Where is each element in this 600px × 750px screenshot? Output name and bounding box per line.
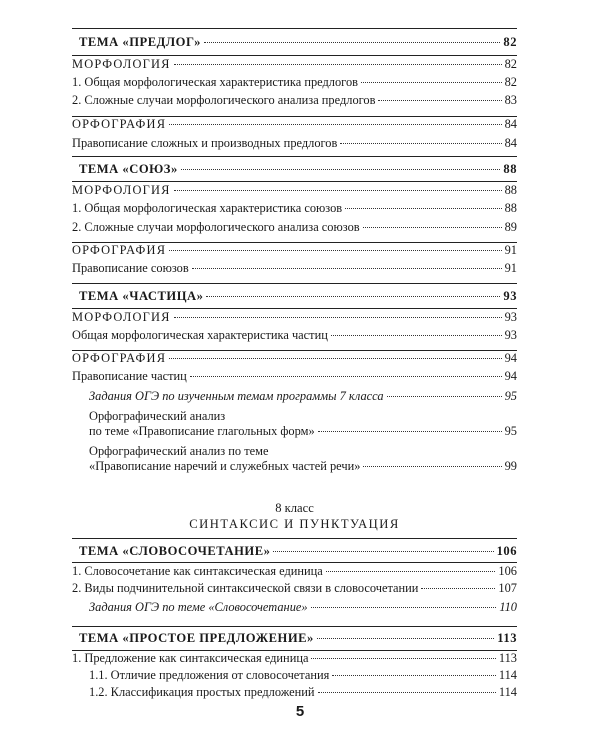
dot-leader [326, 571, 496, 572]
toc-entry[interactable] [72, 328, 517, 343]
toc-entry-page: 93 [503, 289, 517, 303]
dot-leader [421, 588, 495, 589]
toc-entry[interactable] [72, 651, 517, 666]
toc-entry-label: 1. Словосочетание как синтаксическая единица [72, 564, 323, 578]
toc-entry[interactable] [72, 261, 517, 276]
toc-entry[interactable] [72, 581, 517, 596]
toc-entry-page: 89 [504, 220, 517, 234]
dot-leader [318, 692, 496, 693]
toc-entry-label: Орфографический анализ [89, 409, 226, 423]
toc-entry[interactable] [72, 93, 517, 108]
dot-leader [311, 658, 495, 659]
toc-entry-page: 110 [499, 600, 517, 614]
toc-entry-page: 94 [504, 351, 517, 365]
dot-leader [174, 317, 502, 318]
dot-leader [318, 431, 502, 432]
toc-entry-line [72, 444, 517, 459]
toc-entry-label: ОРФОГРАФИЯ [72, 351, 167, 365]
toc-entry-line [72, 409, 517, 424]
dot-leader [332, 675, 496, 676]
toc-entry-label: ТЕМА «ЧАСТИЦА» [79, 289, 204, 303]
toc-entry-topic-prostoe[interactable] [72, 631, 517, 646]
dot-leader [169, 250, 501, 251]
toc-entry-label: МОРФОЛОГИЯ [72, 57, 171, 71]
toc-entry-page: 106 [498, 564, 517, 578]
dot-leader [363, 466, 501, 467]
topic-divider [72, 626, 517, 627]
toc-entry[interactable] [72, 564, 517, 579]
toc-entry[interactable] [72, 459, 517, 474]
dot-leader [387, 396, 502, 397]
toc-entry[interactable] [72, 136, 517, 151]
toc-entry-page: 95 [504, 389, 517, 403]
toc-entry[interactable] [72, 369, 517, 384]
dot-leader [174, 190, 502, 191]
toc-entry-label: Правописание частиц [72, 369, 187, 383]
toc-entry-page: 88 [504, 183, 517, 197]
toc-entry-page: 99 [504, 459, 517, 473]
toc-entry-page: 113 [498, 651, 517, 665]
toc-entry-topic-predlog[interactable] [72, 35, 517, 50]
toc-entry-page: 82 [503, 35, 517, 49]
dot-leader [174, 64, 502, 65]
part-heading: СИНТАКСИС И ПУНКТУАЦИЯ [189, 517, 400, 531]
topic-divider [72, 28, 517, 29]
dot-leader [378, 100, 501, 101]
toc-entry-page: 84 [504, 117, 517, 131]
toc-entry-page: 93 [504, 310, 517, 324]
toc-entry-page: 88 [503, 162, 517, 176]
toc-entry-label: 1.2. Классификация простых предложений [89, 685, 315, 699]
dot-leader [345, 208, 501, 209]
toc-entry-label: «Правописание наречий и служебных частей речи» [89, 459, 361, 473]
topic-divider [72, 156, 517, 157]
toc-entry-page: 94 [504, 369, 517, 383]
dot-leader [192, 268, 502, 269]
section-divider [72, 181, 517, 182]
toc-entry[interactable] [72, 668, 517, 683]
topic-divider [72, 538, 517, 539]
toc-entry-orthography[interactable] [72, 243, 517, 258]
toc-entry-label: ОРФОГРАФИЯ [72, 243, 167, 257]
toc-entry-oge-tasks[interactable] [72, 389, 517, 404]
dot-leader [361, 82, 502, 83]
toc-entry-label: 1. Общая морфологическая характеристика союзов [72, 201, 343, 215]
toc-entry-page: 114 [498, 685, 517, 699]
toc-entry-label: ТЕМА «СЛОВОСОЧЕТАНИЕ» [79, 544, 271, 558]
toc-entry-label: по теме «Правописание глагольных форм» [89, 424, 315, 438]
toc-entry-orthography[interactable] [72, 117, 517, 132]
dot-leader [340, 143, 501, 144]
toc-entry-morphology[interactable] [72, 310, 517, 325]
dot-leader [331, 335, 502, 336]
toc-entry-topic-chastitsa[interactable] [72, 289, 517, 304]
dot-leader [363, 227, 502, 228]
toc-entry-label: ТЕМА «ПРОСТОЕ ПРЕДЛОЖЕНИЕ» [79, 631, 314, 645]
toc-entry-page: 88 [504, 201, 517, 215]
toc-entry[interactable] [72, 220, 517, 235]
dot-leader [169, 358, 501, 359]
toc-entry[interactable] [72, 201, 517, 216]
dot-leader [273, 551, 493, 552]
dot-leader [190, 376, 502, 377]
toc-entry-label: Задания ОГЭ по теме «Словосочетание» [89, 600, 308, 614]
toc-entry-label: 1.1. Отличие предложения от словосочетания [89, 668, 330, 682]
toc-entry-page: 82 [504, 57, 517, 71]
toc-entry-label: 2. Сложные случаи морфологического анализа союзов [72, 220, 360, 234]
dot-leader [317, 638, 494, 639]
toc-entry-label: ТЕМА «СОЮЗ» [79, 162, 178, 176]
toc-entry-label: 1. Общая морфологическая характеристика предлогов [72, 75, 358, 89]
toc-entry-oge-tasks[interactable] [72, 600, 517, 615]
toc-entry[interactable] [72, 424, 517, 439]
dot-leader [311, 607, 497, 608]
toc-entry-topic-slovosochetanie[interactable] [72, 544, 517, 559]
toc-entry-page: 93 [504, 328, 517, 342]
toc-entry-label: ТЕМА «ПРЕДЛОГ» [79, 35, 201, 49]
toc-entry-morphology[interactable] [72, 57, 517, 72]
toc-entry-label: МОРФОЛОГИЯ [72, 310, 171, 324]
toc-entry[interactable] [72, 685, 517, 700]
toc-entry-page: 84 [504, 136, 517, 150]
toc-entry-page: 106 [496, 544, 517, 558]
topic-divider [72, 283, 517, 284]
toc-entry-label: 2. Сложные случаи морфологического анализа предлогов [72, 93, 376, 107]
toc-entry-label: ОРФОГРАФИЯ [72, 117, 167, 131]
toc-entry-label: Правописание союзов [72, 261, 189, 275]
page-number: 5 [295, 703, 305, 720]
toc-entry-page: 114 [498, 668, 517, 682]
toc-entry-page: 95 [504, 424, 517, 438]
toc-entry-label: Орфографический анализ по теме [89, 444, 269, 458]
toc-entry-page: 91 [504, 261, 517, 275]
toc-entry-label: 1. Предложение как синтаксическая единица [72, 651, 309, 665]
toc-entry-page: 107 [498, 581, 517, 595]
grade-label: 8 класс [275, 501, 314, 515]
toc-entry[interactable] [72, 75, 517, 90]
section-divider [72, 562, 517, 563]
section-divider [72, 55, 517, 56]
dot-leader [204, 42, 500, 43]
toc-entry-page: 91 [504, 243, 517, 257]
toc-entry-morphology[interactable] [72, 183, 517, 198]
toc-entry-label: Правописание сложных и производных предлогов [72, 136, 338, 150]
section-divider [72, 308, 517, 309]
dot-leader [206, 296, 500, 297]
toc-entry-page: 113 [497, 631, 517, 645]
toc-entry-page: 83 [504, 93, 517, 107]
dot-leader [181, 169, 501, 170]
toc-entry-label: Общая морфологическая характеристика частиц [72, 328, 328, 342]
toc-entry-label: Задания ОГЭ по изученным темам программы 7 класса [89, 389, 384, 403]
toc-entry-topic-soyuz[interactable] [72, 162, 517, 177]
toc-entry-label: МОРФОЛОГИЯ [72, 183, 171, 197]
toc-entry-orthography[interactable] [72, 351, 517, 366]
toc-entry-label: 2. Виды подчинительной синтаксической связи в словосочетании [72, 581, 419, 595]
dot-leader [169, 124, 501, 125]
toc-entry-page: 82 [504, 75, 517, 89]
